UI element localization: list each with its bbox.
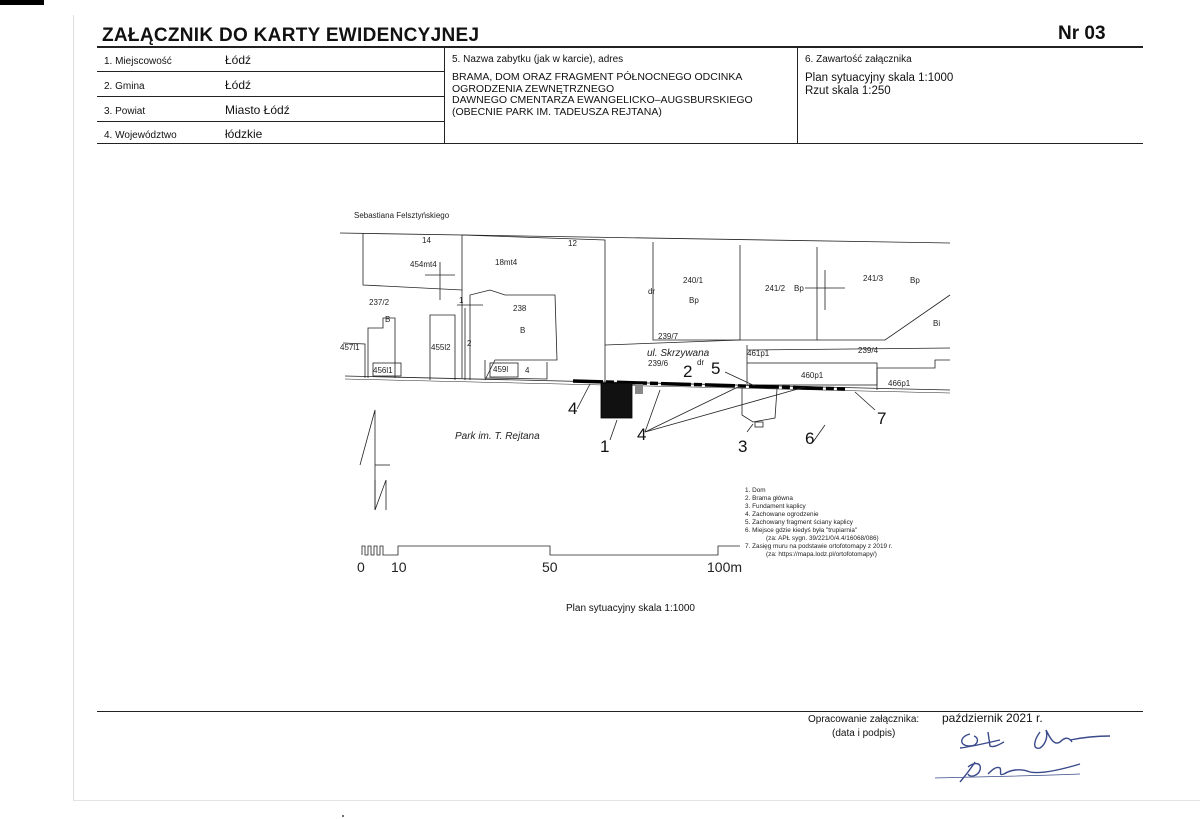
row-divider bbox=[97, 121, 444, 122]
section5-line: (OBECNIE PARK IM. TADEUSZA REJTANA) bbox=[452, 105, 662, 118]
legend-item: 2. Brama główna bbox=[745, 495, 793, 502]
gate-block bbox=[635, 384, 643, 394]
parcel-label: 14 bbox=[422, 236, 431, 245]
legend-item: (za: https://mapa.lodz.pl/ortofotomapy/) bbox=[766, 551, 877, 558]
scan-speck bbox=[342, 815, 344, 817]
marker-4: 4 bbox=[568, 399, 578, 418]
header-top-rule bbox=[97, 46, 1143, 48]
marker-5: 5 bbox=[711, 359, 721, 378]
parcel-label: 460p1 bbox=[801, 371, 824, 380]
column-divider bbox=[797, 46, 798, 144]
section5-text bbox=[452, 72, 792, 118]
parcel-label: 241/3 bbox=[863, 274, 884, 283]
scale-bar bbox=[362, 546, 740, 555]
street-label-top: Sebastiana Felsztyńskiego bbox=[354, 211, 450, 220]
column-divider bbox=[444, 46, 445, 144]
leader-line bbox=[813, 425, 825, 442]
parcel-outline bbox=[817, 295, 950, 340]
legend-item: 3. Fundament kaplicy bbox=[745, 503, 806, 510]
field-label-gmina: 2. Gmina bbox=[104, 81, 145, 92]
parcel-label: 12 bbox=[568, 239, 577, 248]
north-arrow-icon bbox=[375, 480, 386, 510]
marker-2: 2 bbox=[683, 362, 693, 381]
parcel-label: 4 bbox=[525, 366, 530, 375]
marker-3: 3 bbox=[738, 437, 748, 456]
parcel-outline bbox=[653, 242, 740, 340]
fence-base-line bbox=[345, 379, 950, 393]
parcel-label: 1 bbox=[459, 296, 464, 305]
parcel-label: 239/4 bbox=[858, 346, 879, 355]
row-divider bbox=[97, 71, 444, 72]
marker-7: 7 bbox=[877, 409, 887, 428]
field-value-gmina: Łódź bbox=[225, 78, 252, 92]
street-edge-line bbox=[340, 233, 950, 243]
legend-item: (za: APŁ sygn. 39/221/0/4.4/16068/086) bbox=[766, 535, 879, 542]
park-label: Park im. T. Rejtana bbox=[455, 431, 540, 442]
row-divider bbox=[97, 96, 444, 97]
section5-line: BRAMA, DOM ORAZ FRAGMENT PÓŁNOCNEGO ODCINKA bbox=[452, 71, 743, 83]
parcel-label: 241/2 bbox=[765, 284, 786, 293]
field-value-miejscowosc: Łódź bbox=[225, 53, 252, 67]
document-title: ZAŁĄCZNIK DO KARTY EWIDENCYJNEJ bbox=[102, 25, 480, 46]
parcel-outline bbox=[462, 235, 605, 383]
site-plan-svg bbox=[335, 200, 955, 590]
leader-line bbox=[747, 424, 753, 432]
marker-6: 6 bbox=[805, 429, 815, 448]
legend-item: 7. Zasięg muru na podstawie ortofotomapy z 2019 r. bbox=[745, 543, 893, 550]
field-label-miejscowosc: 1. Miejscowość bbox=[104, 56, 172, 67]
legend-item: 1. Dom bbox=[745, 487, 766, 494]
leader-line bbox=[855, 392, 875, 410]
field-label-powiat: 3. Powiat bbox=[104, 106, 146, 117]
parcel-label: B bbox=[385, 315, 391, 324]
field-value-powiat: Miasto Łódź bbox=[225, 103, 290, 117]
chapel-foundation bbox=[742, 388, 777, 422]
footer-date: październik 2021 r. bbox=[942, 711, 1043, 725]
section5-line: OGRODZENIA ZEWNĘTRZNEGO bbox=[452, 82, 615, 95]
header-bottom-rule bbox=[97, 143, 1143, 144]
parcel-label: 239/7 bbox=[658, 332, 679, 341]
parcel-label: 456l1 bbox=[373, 366, 393, 375]
parcel-outline bbox=[747, 348, 950, 350]
marker-1: 1 bbox=[600, 437, 610, 456]
section5-line: DAWNEGO CMENTARZA EWANGELICKO–AUGSBURSKIEGO bbox=[452, 94, 753, 106]
parcel-label: 237/2 bbox=[369, 298, 390, 307]
scale-label: 50 bbox=[542, 559, 558, 575]
handwritten-signature bbox=[930, 722, 1120, 792]
parcel-label: dr bbox=[697, 358, 705, 367]
parcel-label: 466p1 bbox=[888, 379, 911, 388]
site-plan-map bbox=[335, 200, 955, 590]
parcel-label: Bp bbox=[910, 276, 920, 285]
parcel-label: 18mt4 bbox=[495, 258, 518, 267]
legend-item: 6. Miejsce gdzie kiedyś była "trupiarnia" bbox=[745, 527, 858, 534]
legend-item: 5. Zachowany fragment ściany kaplicy bbox=[745, 519, 853, 526]
parcel-label: B bbox=[520, 326, 526, 335]
section6-text bbox=[805, 72, 953, 97]
section6-label: 6. Zawartość załącznika bbox=[805, 54, 912, 65]
scale-label: 0 bbox=[357, 559, 365, 575]
fence-base-line bbox=[345, 376, 950, 390]
parcel-label: 2 bbox=[467, 339, 472, 348]
leader-line bbox=[610, 420, 617, 440]
document-number: Nr 03 bbox=[1058, 23, 1106, 44]
field-value-wojewodztwo: łódzkie bbox=[225, 127, 263, 141]
parcel-label: dr bbox=[648, 287, 656, 296]
street-label-skrzywana: ul. Skrzywana bbox=[647, 348, 710, 359]
parcel-label: 457l1 bbox=[340, 343, 360, 352]
section6-line: Rzut skala 1:250 bbox=[805, 84, 891, 97]
parcel-label: 240/1 bbox=[683, 276, 704, 285]
section5-label: 5. Nazwa zabytku (jak w karcie), adres bbox=[452, 54, 624, 65]
parcel-label: Bi bbox=[933, 319, 941, 328]
chapel-foundation bbox=[755, 422, 763, 427]
legend-item: 4. Zachowane ogrodzenie bbox=[745, 511, 819, 518]
footer-sublabel: (data i podpis) bbox=[832, 728, 896, 739]
parcel-label: Bp bbox=[689, 296, 699, 305]
parcel-label: 238 bbox=[513, 304, 527, 313]
scale-label: 100m bbox=[707, 559, 743, 575]
leader-line bbox=[645, 387, 805, 432]
parcel-outline bbox=[877, 360, 950, 368]
parcel-outline bbox=[740, 247, 817, 340]
marker-4: 4 bbox=[637, 425, 647, 444]
footer-label: Opracowanie załącznika: bbox=[808, 714, 920, 725]
section6-line: Plan sytuacyjny skala 1:1000 bbox=[805, 72, 954, 84]
signature-graphic bbox=[930, 722, 1120, 787]
parcel-label: 461p1 bbox=[747, 349, 770, 358]
parcel-label: Bp bbox=[794, 284, 804, 293]
field-label-wojewodztwo: 4. Województwo bbox=[104, 130, 177, 141]
scan-corner-mark bbox=[0, 0, 44, 5]
parcel-label: 455l2 bbox=[431, 343, 451, 352]
north-arrow-icon bbox=[360, 410, 375, 510]
scale-label: 10 bbox=[391, 559, 407, 575]
leader-line bbox=[577, 384, 590, 409]
parcel-label: 454mt4 bbox=[410, 260, 437, 269]
map-caption: Plan sytuacyjny skala 1:1000 bbox=[566, 603, 695, 614]
parcel-label: 459l bbox=[493, 365, 509, 374]
parcel-label: 239/6 bbox=[648, 359, 669, 368]
house-block bbox=[601, 383, 632, 418]
